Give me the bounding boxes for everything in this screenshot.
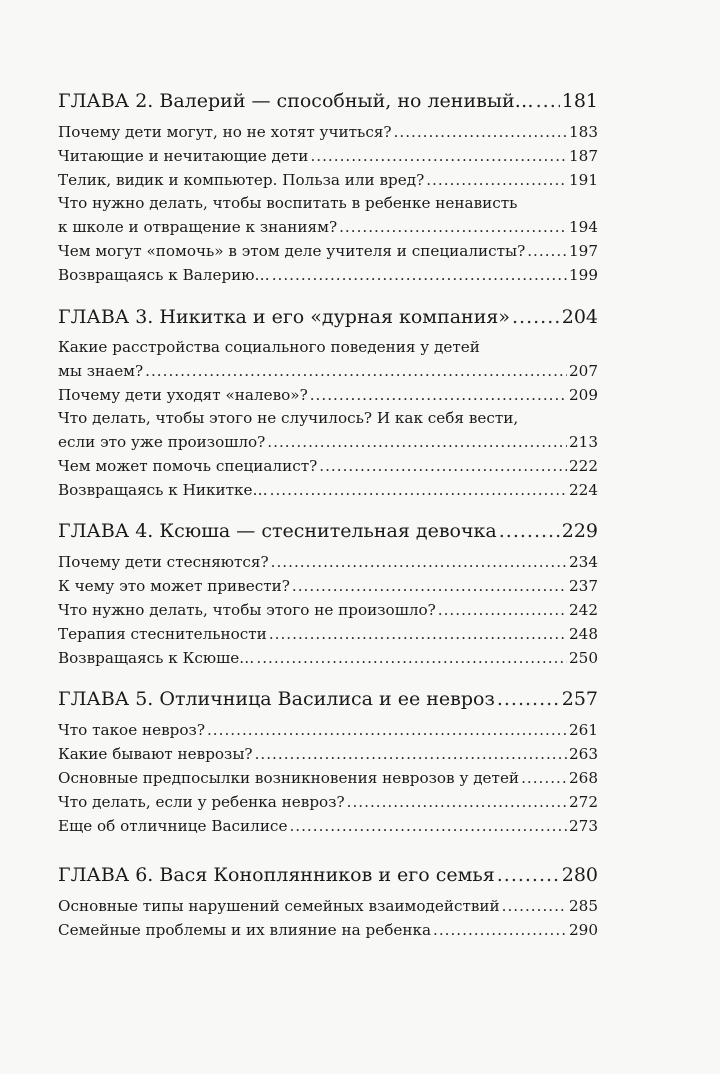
leader-dots — [536, 86, 560, 117]
toc-entry[interactable] — [58, 239, 598, 263]
leader-dots — [267, 430, 567, 454]
page-number: 204 — [561, 306, 598, 328]
page-number: 229 — [561, 520, 598, 542]
page-number: 280 — [561, 864, 598, 886]
page-number: 199 — [569, 266, 598, 284]
leader-dots — [438, 598, 567, 622]
toc-entry[interactable] — [58, 120, 598, 144]
leader-dots — [145, 359, 567, 383]
toc-entry[interactable] — [58, 263, 598, 287]
leader-dots — [502, 894, 567, 918]
page-number: 261 — [569, 721, 598, 739]
toc-entry[interactable] — [58, 646, 598, 670]
toc-entry[interactable] — [58, 742, 598, 766]
page-number: 194 — [569, 218, 598, 236]
entry-title: Читающие и нечитающие дети — [58, 147, 309, 165]
leader-dots — [347, 790, 567, 814]
page-number: 213 — [569, 433, 598, 451]
leader-dots — [292, 574, 567, 598]
chapter-5-heading[interactable] — [58, 684, 598, 715]
page-number: 234 — [569, 553, 598, 571]
toc-entry[interactable] — [58, 766, 598, 790]
leader-dots — [426, 168, 567, 192]
chapter-2-heading[interactable] — [58, 86, 598, 117]
toc-entry[interactable] — [58, 383, 598, 407]
entry-title-first-line[interactable]: Что нужно делать, чтобы воспитать в ребенке ненависть — [58, 194, 518, 212]
page-number: 268 — [569, 769, 598, 787]
page-number: 237 — [569, 577, 598, 595]
page-number: 250 — [569, 649, 598, 667]
entry-title: Что такое невроз? — [58, 721, 205, 739]
page-number: 273 — [569, 817, 598, 835]
entry-title-first-line[interactable]: Какие расстройства социального поведения у детей — [58, 338, 480, 356]
entry-title: Почему дети могут, но не хотят учиться? — [58, 123, 392, 141]
leader-dots — [256, 646, 567, 670]
entry-title: если это уже произошло? — [58, 433, 266, 451]
toc-entry[interactable] — [58, 814, 598, 838]
leader-dots — [319, 454, 567, 478]
toc-entry[interactable] — [58, 430, 598, 454]
leader-dots — [269, 622, 567, 646]
leader-dots — [310, 383, 567, 407]
leader-dots — [339, 215, 567, 239]
leader-dots — [271, 550, 567, 574]
chapter-3-heading[interactable] — [58, 302, 598, 333]
chapter-title: ГЛАВА 3. Никитка и его «дурная компания» — [58, 306, 510, 328]
leader-dots — [497, 860, 560, 891]
toc-entry[interactable] — [58, 918, 598, 942]
entry-title: Какие бывают неврозы? — [58, 745, 253, 763]
page-number: 207 — [569, 362, 598, 380]
entry-title: Возвращаясь к Никитке… — [58, 481, 268, 499]
chapter-3-section — [58, 302, 598, 502]
chapter-4-heading[interactable] — [58, 516, 598, 547]
leader-dots — [499, 516, 560, 547]
page-number: 197 — [569, 242, 598, 260]
entry-title: Основные предпосылки возникновения неврозов у детей — [58, 769, 520, 787]
toc-entry[interactable] — [58, 550, 598, 574]
leader-dots — [255, 742, 567, 766]
leader-dots — [527, 239, 567, 263]
toc-entry[interactable] — [58, 718, 598, 742]
entry-title: Чем могут «помочь» в этом деле учителя и специалисты? — [58, 242, 526, 260]
chapter-2-section — [58, 86, 598, 287]
entry-title: Чем может помочь специалист? — [58, 457, 318, 475]
chapter-4-section — [58, 516, 598, 670]
leader-dots — [433, 918, 567, 942]
page-number: 183 — [569, 123, 598, 141]
entry-title: Семейные проблемы и их влияние на ребенка — [58, 921, 431, 939]
leader-dots — [207, 718, 567, 742]
toc-entry[interactable] — [58, 215, 598, 239]
page-number: 248 — [569, 625, 598, 643]
toc-entry[interactable] — [58, 622, 598, 646]
chapter-5-section — [58, 684, 598, 838]
page-number: 242 — [569, 601, 598, 619]
page-number: 187 — [569, 147, 598, 165]
entry-title: Возвращаясь к Ксюше… — [58, 649, 255, 667]
entry-title: Телик, видик и компьютер. Польза или вред? — [58, 171, 425, 189]
chapter-title: ГЛАВА 4. Ксюша — стеснительная девочка — [58, 520, 497, 542]
toc-entry[interactable] — [58, 168, 598, 192]
entry-title: Основные типы нарушений семейных взаимодействий — [58, 897, 500, 915]
page-number: 191 — [569, 171, 598, 189]
entry-title: Что нужно делать, чтобы этого не произошло? — [58, 601, 436, 619]
leader-dots — [512, 302, 560, 333]
toc-entry[interactable] — [58, 144, 598, 168]
toc-entry[interactable] — [58, 574, 598, 598]
page-number: 263 — [569, 745, 598, 763]
entry-title: Что делать, если у ребенка невроз? — [58, 793, 345, 811]
entry-title: Почему дети уходят «налево»? — [58, 386, 308, 404]
entry-title: К чему это может привести? — [58, 577, 290, 595]
leader-dots — [521, 766, 567, 790]
page-number: 272 — [569, 793, 598, 811]
toc-entry[interactable] — [58, 454, 598, 478]
entry-title: Еще об отличнице Василисе — [58, 817, 288, 835]
chapter-title: ГЛАВА 6. Вася Коноплянников и его семья — [58, 864, 495, 886]
entry-title: Терапия стеснительности — [58, 625, 267, 643]
page-number: 285 — [569, 897, 598, 915]
page-number: 290 — [569, 921, 598, 939]
page-number: 209 — [569, 386, 598, 404]
toc-entry[interactable] — [58, 790, 598, 814]
toc-entry[interactable] — [58, 478, 598, 502]
page-number: 257 — [561, 688, 598, 710]
page-number: 222 — [569, 457, 598, 475]
page-number: 224 — [569, 481, 598, 499]
leader-dots — [497, 684, 560, 715]
entry-title: Возвращаясь к Валерию… — [58, 266, 270, 284]
leader-dots — [310, 144, 567, 168]
leader-dots — [394, 120, 567, 144]
entry-title: мы знаем? — [58, 362, 144, 380]
chapter-6-section — [58, 860, 598, 942]
entry-title: к школе и отвращение к знаниям? — [58, 218, 338, 236]
leader-dots — [270, 478, 567, 502]
chapter-6-heading[interactable] — [58, 860, 598, 891]
chapter-title: ГЛАВА 5. Отличница Василиса и ее невроз — [58, 688, 495, 710]
table-of-contents — [58, 86, 598, 954]
chapter-title: ГЛАВА 2. Валерий — способный, но ленивый… — [58, 90, 534, 112]
toc-entry[interactable] — [58, 894, 598, 918]
entry-title-first-line[interactable]: Что делать, чтобы этого не случилось? И как себя вести, — [58, 409, 519, 427]
toc-entry[interactable] — [58, 359, 598, 383]
entry-title: Почему дети стесняются? — [58, 553, 269, 571]
page-number: 181 — [561, 90, 598, 112]
leader-dots — [289, 814, 567, 838]
toc-entry[interactable] — [58, 598, 598, 622]
leader-dots — [272, 263, 567, 287]
